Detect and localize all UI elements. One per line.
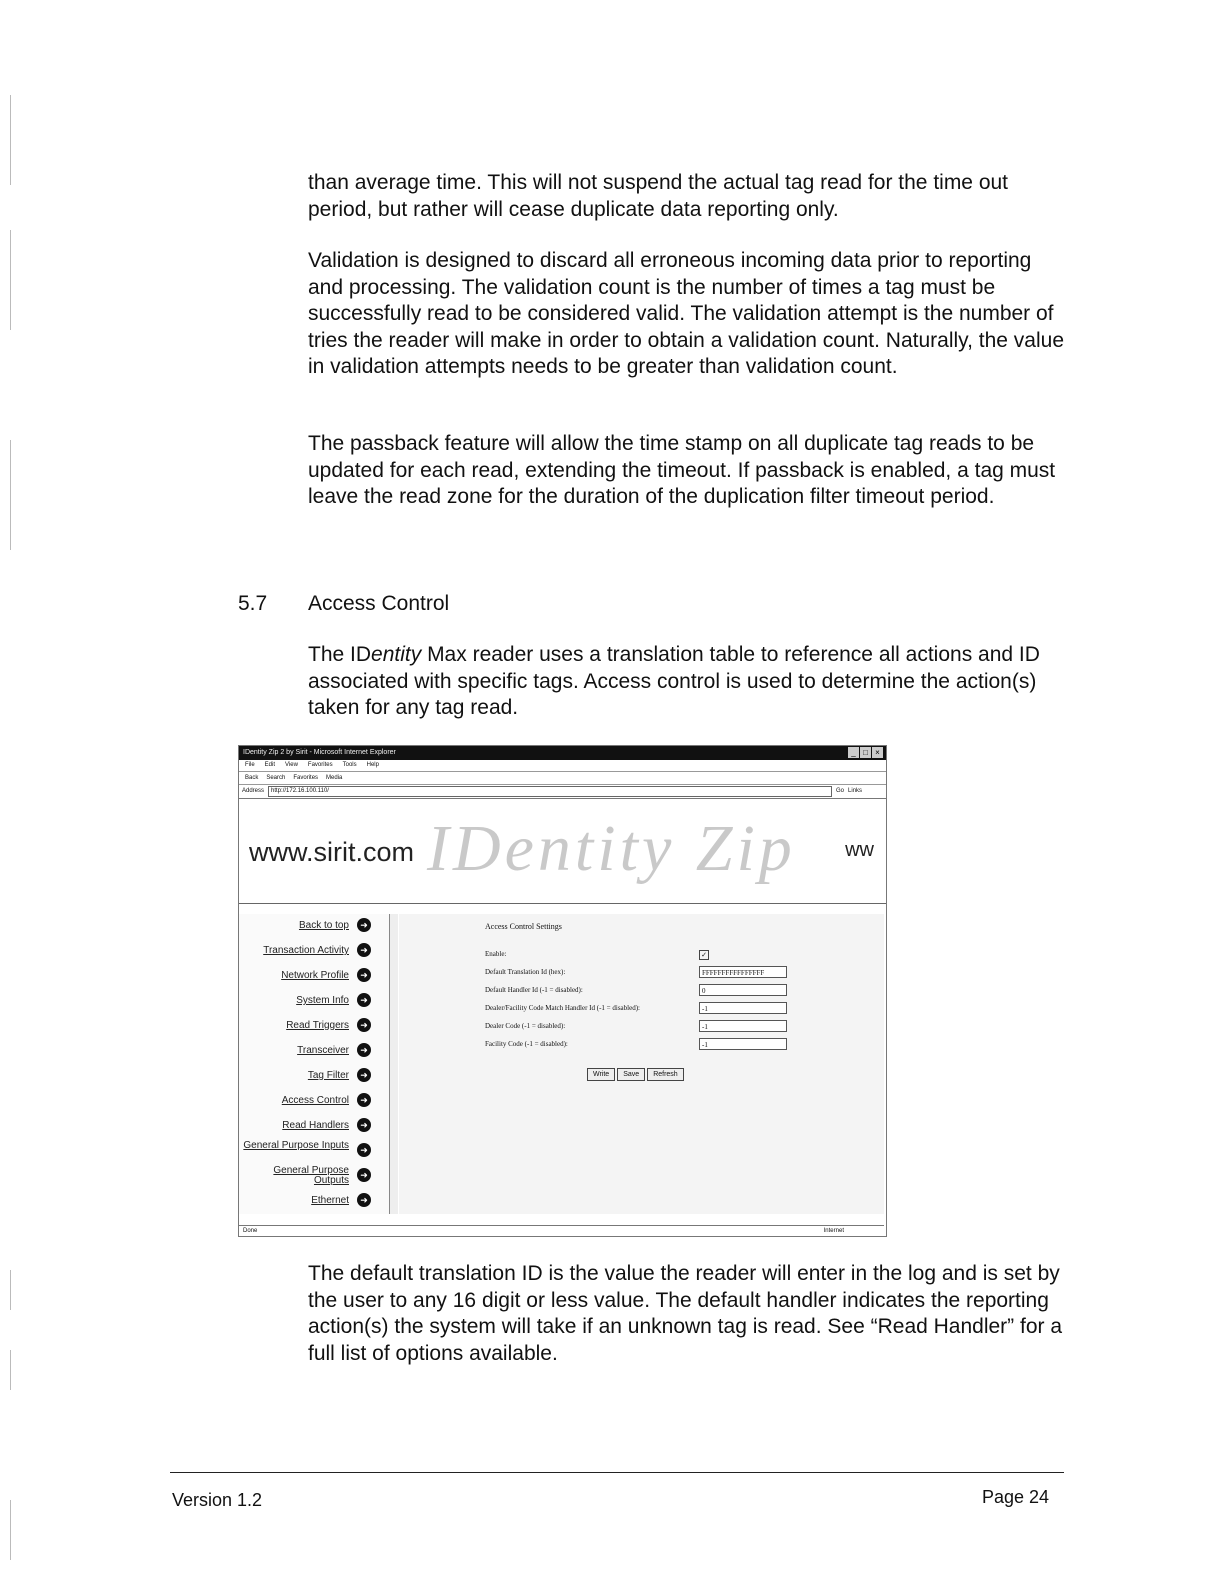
scan-artifact-line xyxy=(10,440,11,550)
footer-rule xyxy=(170,1472,1064,1473)
facility-code-input[interactable]: -1 xyxy=(699,1038,787,1050)
default-id-row xyxy=(485,966,885,980)
menu-view[interactable]: View xyxy=(285,762,298,768)
footer-version: Version 1.2 xyxy=(172,1490,263,1510)
logo-url: www.sirit.com xyxy=(249,837,415,867)
nav-item-general-purpose-inputs[interactable] xyxy=(239,1139,389,1165)
arrow-circle-icon[interactable]: ➜ xyxy=(357,1068,371,1082)
nav-label[interactable]: Transaction Activity xyxy=(263,945,349,956)
default-handler-row xyxy=(485,984,885,998)
facility-code-label: Facility Code (-1 = disabled): xyxy=(485,1040,568,1048)
address-bar xyxy=(239,785,886,799)
nav-label[interactable]: System Info xyxy=(296,995,349,1006)
write-button[interactable]: Write xyxy=(587,1068,615,1081)
logo-url-repeat: ww xyxy=(845,839,874,861)
nav-item-tag-filter[interactable] xyxy=(239,1064,389,1090)
minimize-icon[interactable]: _ xyxy=(848,747,859,758)
close-icon[interactable]: × xyxy=(872,747,883,758)
dealer-code-row xyxy=(485,1020,885,1034)
dealer-code-label: Dealer Code (-1 = disabled): xyxy=(485,1022,566,1030)
nav-label[interactable]: Read Triggers xyxy=(286,1020,349,1031)
enable-row xyxy=(485,948,885,962)
scan-artifact-line xyxy=(10,95,11,185)
nav-label[interactable]: Ethernet xyxy=(311,1195,349,1206)
arrow-circle-icon[interactable]: ➜ xyxy=(357,1093,371,1107)
default-handler-label: Default Handler Id (-1 = disabled): xyxy=(485,986,583,994)
menu-favorites[interactable]: Favorites xyxy=(307,762,333,768)
browser-title-bar xyxy=(239,746,886,760)
arrow-circle-icon[interactable]: ➜ xyxy=(357,943,371,957)
address-label: Address xyxy=(242,788,265,794)
back-button[interactable]: Back xyxy=(245,775,259,781)
address-input[interactable]: http://172.16.100.110/ xyxy=(268,786,832,797)
nav-item-read-handlers[interactable] xyxy=(239,1114,389,1140)
nav-label[interactable]: General Purpose Outputs xyxy=(273,1165,349,1186)
scan-artifact-line xyxy=(10,1500,11,1560)
nav-sidebar xyxy=(239,914,398,1214)
nav-label[interactable]: Transceiver xyxy=(297,1045,349,1056)
paragraph-access-intro xyxy=(308,642,1068,722)
maximize-icon[interactable]: □ xyxy=(860,747,871,758)
arrow-circle-icon[interactable]: ➜ xyxy=(357,968,371,982)
nav-label[interactable]: General Purpose Inputs xyxy=(243,1140,349,1151)
panel-title: Access Control Settings xyxy=(485,922,562,931)
footer-page-number: Page 24 xyxy=(982,1487,1050,1507)
nav-label[interactable]: Access Control xyxy=(281,1095,349,1106)
site-banner xyxy=(239,799,886,904)
dealer-code-input[interactable]: -1 xyxy=(699,1020,787,1032)
arrow-circle-icon[interactable]: ➜ xyxy=(357,1118,371,1132)
menu-file[interactable]: File xyxy=(245,762,255,768)
settings-panel xyxy=(399,914,884,1214)
browser-toolbar xyxy=(239,772,886,785)
paragraph-passback: The passback feature will allow the time stamp on all duplicate tag reads to be updated for each read, extending the timeout. If passback is enabled, a tag must leave the read zone for the duration of the duplication filter timeout period. xyxy=(308,432,1056,508)
enable-label: Enable: xyxy=(485,950,507,958)
intro-text-end: Max reader uses a translation table to reference all actions and ID associated with specific tags. Access control is used to determine the action(s) taken for any tag read. xyxy=(308,643,1040,719)
form-buttons xyxy=(587,1068,684,1081)
nav-item-back-to-top[interactable] xyxy=(239,914,389,940)
scan-artifact-line xyxy=(10,230,11,330)
intro-text-italic: entity xyxy=(371,643,422,666)
section-title: Access Control xyxy=(308,592,450,615)
arrow-circle-icon[interactable]: ➜ xyxy=(357,1193,371,1207)
nav-item-ethernet[interactable] xyxy=(239,1189,389,1215)
nav-item-network-profile[interactable] xyxy=(239,964,389,990)
enable-checkbox[interactable]: ✓ xyxy=(699,950,709,960)
refresh-button[interactable]: Refresh xyxy=(647,1068,684,1081)
default-translation-id-label: Default Translation Id (hex): xyxy=(485,968,566,976)
status-done: Done xyxy=(243,1228,258,1234)
dealer-facility-row xyxy=(485,1002,885,1016)
section-number: 5.7 xyxy=(238,592,268,615)
default-handler-input[interactable]: 0 xyxy=(699,984,787,996)
scan-artifact-line xyxy=(10,1270,11,1310)
nav-label[interactable]: Read Handlers xyxy=(282,1120,349,1131)
dealer-facility-label: Dealer/Facility Code Match Handler Id (-1 = disabled): xyxy=(485,1004,640,1012)
arrow-circle-icon[interactable]: ➜ xyxy=(357,1143,371,1157)
menu-edit[interactable]: Edit xyxy=(264,762,276,768)
browser-menu-bar xyxy=(239,760,886,772)
intro-text-start: The ID xyxy=(308,643,372,666)
nav-item-access-control[interactable] xyxy=(239,1089,389,1115)
logo-identity-zip: IDentity Zip xyxy=(427,812,796,885)
facility-code-row xyxy=(485,1038,885,1052)
default-translation-id-input[interactable]: FFFFFFFFFFFFFFFF xyxy=(699,966,787,978)
paragraph-default-translation: The default translation ID is the value the reader will enter in the log and is set by the user to any 16 digit or less value. The default handler indicates the reporting action(s) the system will take if an unknown tag is read. See “Read Handler” for a full list of options available. xyxy=(308,1262,1063,1365)
arrow-circle-icon[interactable]: ➜ xyxy=(357,993,371,1007)
nav-label[interactable]: Network Profile xyxy=(281,970,349,981)
nav-label[interactable]: Back to top xyxy=(298,920,349,931)
nav-item-system-info[interactable] xyxy=(239,989,389,1015)
links-button[interactable]: Links xyxy=(848,788,863,794)
paragraph-timeout: than average time. This will not suspend the actual tag read for the time out period, but rather will cease duplicate data reporting only. xyxy=(308,171,1009,221)
arrow-circle-icon[interactable]: ➜ xyxy=(357,918,371,932)
scan-artifact-line xyxy=(10,1350,11,1390)
paragraph-validation: Validation is designed to discard all erroneous incoming data prior to reporting and processing. The validation count is the number of times a tag must be successfully read to be considered valid. The validation attempt is the number of tries the reader will make in order to obtain a validation count. Naturally, the value in validation attempts needs to be greater than validation count. xyxy=(308,249,1065,378)
go-button[interactable]: Go xyxy=(836,788,845,794)
nav-label[interactable]: Tag Filter xyxy=(307,1070,349,1081)
page-content xyxy=(239,914,884,1214)
arrow-circle-icon[interactable]: ➜ xyxy=(357,1168,371,1182)
search-button[interactable]: Search xyxy=(266,775,286,781)
browser-title: IDentity Zip 2 by Sirit - Microsoft Internet Explorer xyxy=(243,749,396,756)
nav-item-read-triggers[interactable] xyxy=(239,1014,389,1040)
arrow-circle-icon[interactable]: ➜ xyxy=(357,1043,371,1057)
arrow-circle-icon[interactable]: ➜ xyxy=(357,1018,371,1032)
embedded-browser-screenshot xyxy=(238,745,887,1237)
nav-item-transceiver[interactable] xyxy=(239,1039,389,1065)
status-internet-zone: Internet xyxy=(823,1228,844,1234)
menu-tools[interactable]: Tools xyxy=(342,762,357,768)
nav-item-general-purpose-outputs[interactable] xyxy=(239,1164,389,1190)
sidebar-scrollbar[interactable] xyxy=(389,914,398,1214)
save-button[interactable]: Save xyxy=(617,1068,645,1081)
browser-status-bar xyxy=(239,1225,884,1236)
menu-help[interactable]: Help xyxy=(366,762,379,768)
favorites-button[interactable]: Favorites xyxy=(293,775,319,781)
nav-item-transaction-activity[interactable] xyxy=(239,939,389,965)
media-button[interactable]: Media xyxy=(326,775,343,781)
dealer-facility-input[interactable]: -1 xyxy=(699,1002,787,1014)
